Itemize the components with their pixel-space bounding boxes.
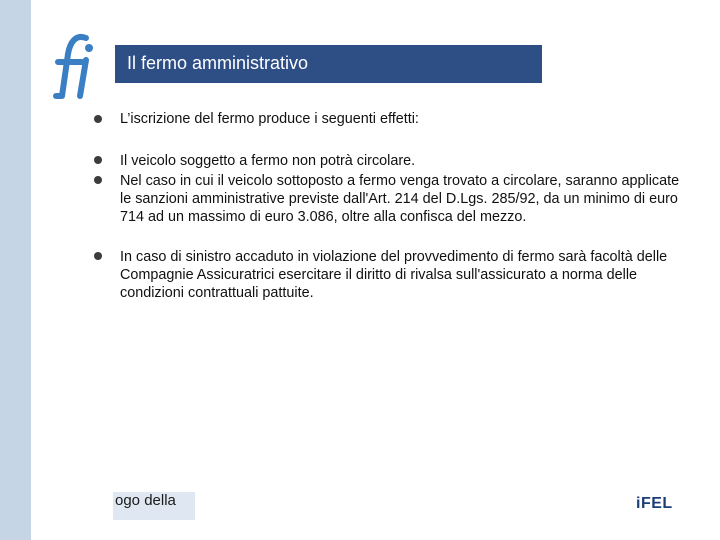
bullet-dot-icon [94,176,102,184]
fi-logo-icon [46,30,102,102]
ifel-logo [632,492,684,524]
bullet-text-4: In caso di sinistro accaduto in violazione del provvedimento di fermo sarà facoltà delle Compagnie Assicuratrici esercitare il diritto di rivalsa sull'assicurato a norma delle condizioni contrattuali pattuite. [120,249,668,302]
ifel-logo-text: iFEL [636,495,673,512]
footer-left-logo [113,492,195,520]
footer-left-caption: ogo della [115,492,176,509]
bullet-dot-icon [94,252,102,260]
bullet-dot-icon [94,156,102,164]
bullet-text-2: Il veicolo soggetto a fermo non potrà circolare. [120,153,416,169]
slide-title: Il fermo amministrativo [127,53,309,73]
bullet-text-1: L’iscrizione del fermo produce i seguenti effetti: [120,111,419,127]
left-decorative-band [0,0,31,540]
bullet-text-3: Nel caso in cui il veicolo sottoposto a fermo venga trovato a circolare, saranno applicate le sanzioni amministrative previste dall'Art. 214 del D.Lgs. 285/92, da un minimo di euro 714 ad un massimo di euro 3.086, oltre alla confisca del mezzo. [120,173,680,226]
title-bar [115,45,542,83]
bullet-dot-icon [94,115,102,123]
